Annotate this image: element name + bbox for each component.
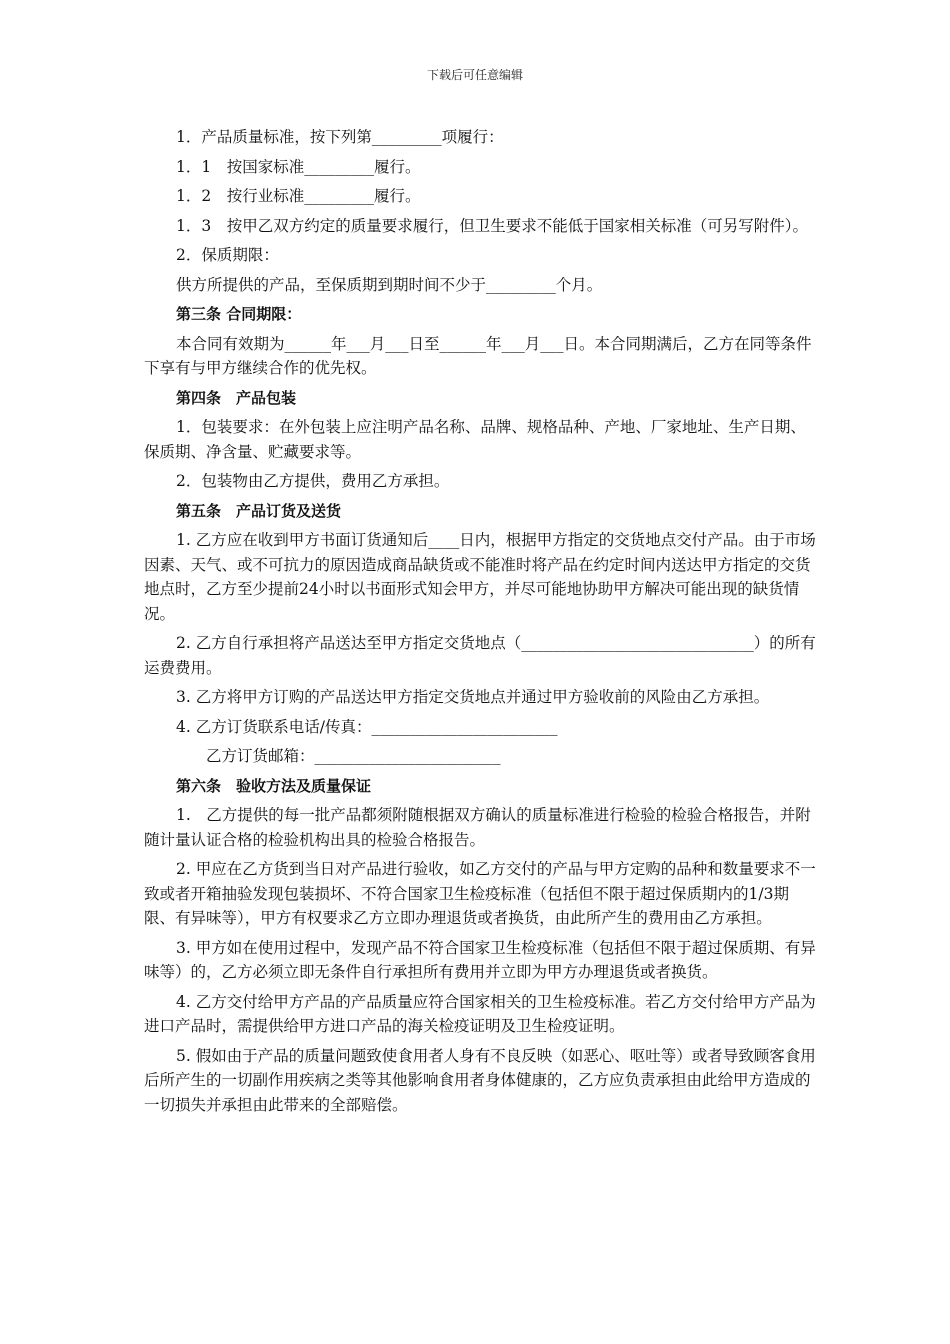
paragraph: 本合同有效期为______年___月___日至______年___月___日。本合同期满后，乙方在同等条件下享有与甲方继续合作的优先权。	[144, 334, 812, 377]
paragraph: 1．2 按行业标准_________履行。	[176, 187, 421, 205]
paragraph: 1. 乙方提供的每一批产品都须附随根据双方确认的质量标准进行检验的检验合格报告，并附随计量认证合格的检验机构出具的检验合格报告。	[144, 806, 811, 849]
paragraph: 2. 甲应在乙方货到当日对产品进行验收，如乙方交付的产品与甲方定购的品种和数量要求不一致或者开箱抽验发现包装损坏、不符合国家卫生检疫标准（包括但不限于超过保质期内的1/3期限、有异味等），甲方有权要求乙方立即办理退货或者换货，由此所产生的费用由乙方承担。	[144, 860, 816, 927]
paragraph: 2．保质期限：	[176, 246, 279, 264]
paragraph: 1．产品质量标准，按下列第_________项履行：	[176, 128, 504, 146]
paragraph: 1. 乙方应在收到甲方书面订货通知后____日内，根据甲方指定的交货地点交付产品。由于市场因素、天气、或不可抗力的原因造成商品缺货或不能准时将产品在约定时间内送达甲方指定的交货地点时，乙方至少提前24小时以书面形式知会甲方，并尽可能地协助甲方解决可能出现的缺货情况。	[144, 531, 816, 623]
paragraph: 4. 乙方订货联系电话/传真：________________________	[176, 717, 558, 736]
paragraph: 4. 乙方交付给甲方产品的产品质量应符合国家相关的卫生检疫标准。若乙方交付给甲方产品为进口产品时，需提供给甲方进口产品的海关检疫证明及卫生检疫证明。	[144, 992, 816, 1035]
section-heading: 第六条 验收方法及质量保证	[176, 776, 372, 795]
paragraph: 2. 乙方自行承担将产品送达至甲方指定交货地点（______________________________）的所有运费费用。	[144, 634, 816, 677]
paragraph: 供方所提供的产品，至保质期到期时间不少于_________个月。	[176, 275, 603, 294]
section-heading: 第四条 产品包装	[176, 388, 297, 407]
paragraph: 3. 乙方将甲方订购的产品送达甲方指定交货地点并通过甲方验收前的风险由乙方承担。	[176, 688, 770, 706]
page-header: 下载后可任意编辑	[426, 68, 523, 82]
paragraph: 1．1 按国家标准_________履行。	[176, 157, 421, 176]
paragraph: 3. 甲方如在使用过程中，发现产品不符合国家卫生检疫标准（包括但不限于超过保质期、有异味等）的，乙方必须立即无条件自行承担所有费用并立即为甲方办理退货或者换货。	[144, 938, 816, 981]
paragraph: 乙方订货邮箱：________________________	[206, 747, 501, 765]
section-heading: 第五条 产品订货及送货	[176, 501, 342, 520]
paragraph: 2．包装物由乙方提供，费用乙方承担。	[176, 472, 450, 490]
paragraph: 5. 假如由于产品的质量问题致使食用者人身有不良反映（如恶心、呕吐等）或者导致顾客食用后所产生的一切副作用疾病之类等其他影响食用者身体健康的，乙方应负责承担由此给甲方造成的一切损失并承担由此带来的全部赔偿。	[144, 1046, 816, 1114]
document-body	[144, 125, 816, 1117]
paragraph: 1．包装要求：在外包装上应注明产品名称、品牌、规格品种、产地、厂家地址、生产日期、保质期、净含量、贮藏要求等。	[144, 418, 806, 461]
paragraph: 1．3 按甲乙双方约定的质量要求履行，但卫生要求不能低于国家相关标准（可另写附件）。	[176, 216, 808, 235]
section-heading: 第三条 合同期限：	[176, 305, 302, 323]
